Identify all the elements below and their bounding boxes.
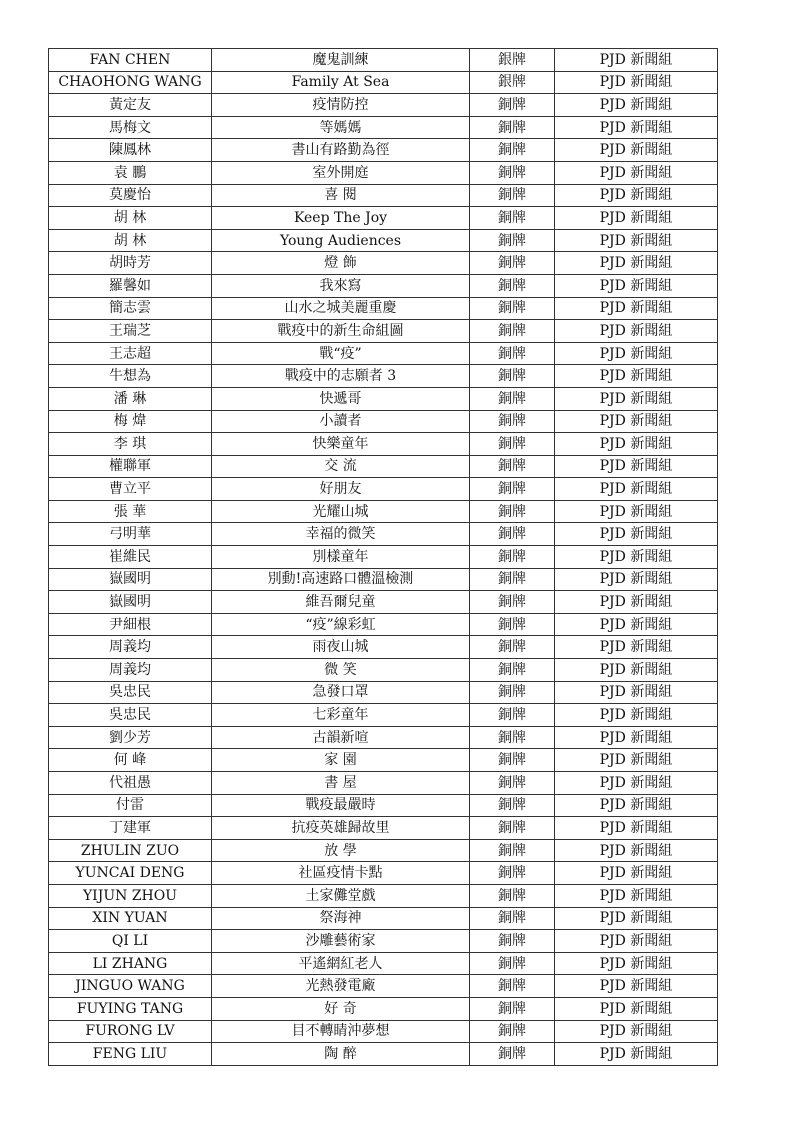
award-level-cell: 銅牌 xyxy=(470,568,555,591)
category-group-cell: PJD 新聞組 xyxy=(555,952,718,975)
photographer-name-cell: FAN CHEN xyxy=(49,49,212,72)
category-group-cell: PJD 新聞組 xyxy=(555,410,718,433)
table-row xyxy=(49,274,718,297)
table-row xyxy=(49,726,718,749)
work-title-cell: 室外開庭 xyxy=(212,161,470,184)
award-level-cell: 銅牌 xyxy=(470,930,555,953)
award-level-cell: 銅牌 xyxy=(470,387,555,410)
award-level-cell: 銅牌 xyxy=(470,997,555,1020)
work-title-cell: 沙雕藝術家 xyxy=(212,930,470,953)
work-title-cell: 魔鬼訓練 xyxy=(212,49,470,72)
table-row xyxy=(49,975,718,998)
work-title-cell: 家 園 xyxy=(212,749,470,772)
award-level-cell: 銅牌 xyxy=(470,952,555,975)
photographer-name-cell: 胡 林 xyxy=(49,229,212,252)
category-group-cell: PJD 新聞組 xyxy=(555,161,718,184)
table-row xyxy=(49,252,718,275)
award-level-cell: 銅牌 xyxy=(470,433,555,456)
award-level-cell: 銅牌 xyxy=(470,704,555,727)
work-title-cell: 別動!高速路口體溫檢測 xyxy=(212,568,470,591)
category-group-cell: PJD 新聞組 xyxy=(555,71,718,94)
category-group-cell: PJD 新聞組 xyxy=(555,523,718,546)
category-group-cell: PJD 新聞組 xyxy=(555,546,718,569)
work-title-cell: 快遞哥 xyxy=(212,387,470,410)
photographer-name-cell: 梅 煒 xyxy=(49,410,212,433)
work-title-cell: 七彩童年 xyxy=(212,704,470,727)
work-title-cell: 土家儺堂戲 xyxy=(212,884,470,907)
table-row xyxy=(49,749,718,772)
category-group-cell: PJD 新聞組 xyxy=(555,975,718,998)
photographer-name-cell: 牛想為 xyxy=(49,365,212,388)
award-level-cell: 銅牌 xyxy=(470,116,555,139)
photographer-name-cell: 馬梅文 xyxy=(49,116,212,139)
table-row xyxy=(49,71,718,94)
photographer-name-cell: FENG LIU xyxy=(49,1043,212,1066)
category-group-cell: PJD 新聞組 xyxy=(555,252,718,275)
work-title-cell: 社區疫情卡點 xyxy=(212,862,470,885)
category-group-cell: PJD 新聞組 xyxy=(555,568,718,591)
work-title-cell: Young Audiences xyxy=(212,229,470,252)
photographer-name-cell: 權聯軍 xyxy=(49,455,212,478)
photographer-name-cell: 代祖愚 xyxy=(49,772,212,795)
table-row xyxy=(49,1043,718,1066)
table-row xyxy=(49,772,718,795)
work-title-cell: 抗疫英雄歸故里 xyxy=(212,817,470,840)
award-level-cell: 銅牌 xyxy=(470,297,555,320)
award-level-cell: 銅牌 xyxy=(470,1043,555,1066)
table-row xyxy=(49,297,718,320)
photographer-name-cell: ZHULIN ZUO xyxy=(49,839,212,862)
award-level-cell: 銅牌 xyxy=(470,320,555,343)
award-level-cell: 銅牌 xyxy=(470,252,555,275)
award-level-cell: 銅牌 xyxy=(470,410,555,433)
photographer-name-cell: 付雷 xyxy=(49,794,212,817)
award-level-cell: 銅牌 xyxy=(470,523,555,546)
photographer-name-cell: YIJUN ZHOU xyxy=(49,884,212,907)
table-row xyxy=(49,410,718,433)
photographer-name-cell: 何 峰 xyxy=(49,749,212,772)
category-group-cell: PJD 新聞組 xyxy=(555,636,718,659)
award-level-cell: 銅牌 xyxy=(470,546,555,569)
award-level-cell: 銅牌 xyxy=(470,455,555,478)
category-group-cell: PJD 新聞組 xyxy=(555,478,718,501)
photographer-name-cell: 劉少芳 xyxy=(49,726,212,749)
category-group-cell: PJD 新聞組 xyxy=(555,726,718,749)
category-group-cell: PJD 新聞組 xyxy=(555,49,718,72)
award-level-cell: 銅牌 xyxy=(470,342,555,365)
table-row xyxy=(49,681,718,704)
award-level-cell: 銅牌 xyxy=(470,139,555,162)
table-row xyxy=(49,139,718,162)
work-title-cell: 微 笑 xyxy=(212,659,470,682)
table-row xyxy=(49,862,718,885)
work-title-cell: 古韻新喧 xyxy=(212,726,470,749)
photographer-name-cell: 吳忠民 xyxy=(49,704,212,727)
table-row xyxy=(49,794,718,817)
table-row xyxy=(49,704,718,727)
photographer-name-cell: 胡時芳 xyxy=(49,252,212,275)
award-table-body xyxy=(49,49,718,1066)
photographer-name-cell: YUNCAI DENG xyxy=(49,862,212,885)
award-level-cell: 銅牌 xyxy=(470,94,555,117)
award-level-cell: 銅牌 xyxy=(470,478,555,501)
work-title-cell: 小讀者 xyxy=(212,410,470,433)
award-level-cell: 銅牌 xyxy=(470,772,555,795)
photographer-name-cell: 周義均 xyxy=(49,636,212,659)
work-title-cell: 喜 閱 xyxy=(212,184,470,207)
work-title-cell: 戰“疫” xyxy=(212,342,470,365)
category-group-cell: PJD 新聞組 xyxy=(555,455,718,478)
award-level-cell: 銀牌 xyxy=(470,49,555,72)
category-group-cell: PJD 新聞組 xyxy=(555,817,718,840)
photographer-name-cell: 黃定友 xyxy=(49,94,212,117)
award-level-cell: 銅牌 xyxy=(470,681,555,704)
photographer-name-cell: 袁 鵬 xyxy=(49,161,212,184)
category-group-cell: PJD 新聞組 xyxy=(555,997,718,1020)
category-group-cell: PJD 新聞組 xyxy=(555,1043,718,1066)
work-title-cell: 光熱發電廠 xyxy=(212,975,470,998)
work-title-cell: 好 奇 xyxy=(212,997,470,1020)
work-title-cell: 戰疫最嚴時 xyxy=(212,794,470,817)
category-group-cell: PJD 新聞組 xyxy=(555,433,718,456)
photographer-name-cell: 嶽國明 xyxy=(49,591,212,614)
work-title-cell: 平遙網紅老人 xyxy=(212,952,470,975)
table-row xyxy=(49,659,718,682)
award-level-cell: 銅牌 xyxy=(470,726,555,749)
work-title-cell: 燈 飾 xyxy=(212,252,470,275)
work-title-cell: 好朋友 xyxy=(212,478,470,501)
category-group-cell: PJD 新聞組 xyxy=(555,297,718,320)
category-group-cell: PJD 新聞組 xyxy=(555,500,718,523)
table-row xyxy=(49,478,718,501)
photographer-name-cell: FURONG LV xyxy=(49,1020,212,1043)
award-level-cell: 銅牌 xyxy=(470,365,555,388)
photographer-name-cell: 丁建軍 xyxy=(49,817,212,840)
work-title-cell: 疫情防控 xyxy=(212,94,470,117)
photographer-name-cell: 胡 林 xyxy=(49,207,212,230)
table-row xyxy=(49,455,718,478)
photographer-name-cell: XIN YUAN xyxy=(49,907,212,930)
table-row xyxy=(49,94,718,117)
table-row xyxy=(49,387,718,410)
category-group-cell: PJD 新聞組 xyxy=(555,184,718,207)
photographer-name-cell: 崔維民 xyxy=(49,546,212,569)
work-title-cell: 等媽媽 xyxy=(212,116,470,139)
category-group-cell: PJD 新聞組 xyxy=(555,704,718,727)
category-group-cell: PJD 新聞組 xyxy=(555,274,718,297)
work-title-cell: “疫”線彩虹 xyxy=(212,613,470,636)
work-title-cell: 我來寫 xyxy=(212,274,470,297)
table-row xyxy=(49,116,718,139)
award-level-cell: 銅牌 xyxy=(470,975,555,998)
photographer-name-cell: 吳忠民 xyxy=(49,681,212,704)
table-row xyxy=(49,342,718,365)
category-group-cell: PJD 新聞組 xyxy=(555,1020,718,1043)
award-table xyxy=(48,48,718,1066)
category-group-cell: PJD 新聞組 xyxy=(555,794,718,817)
table-row xyxy=(49,930,718,953)
award-level-cell: 銅牌 xyxy=(470,862,555,885)
category-group-cell: PJD 新聞組 xyxy=(555,772,718,795)
work-title-cell: 戰疫中的志願者 3 xyxy=(212,365,470,388)
category-group-cell: PJD 新聞組 xyxy=(555,839,718,862)
photographer-name-cell: 王瑞芝 xyxy=(49,320,212,343)
table-row xyxy=(49,839,718,862)
table-row xyxy=(49,568,718,591)
photographer-name-cell: LI ZHANG xyxy=(49,952,212,975)
table-row xyxy=(49,207,718,230)
photographer-name-cell: 曹立平 xyxy=(49,478,212,501)
award-level-cell: 銅牌 xyxy=(470,884,555,907)
photographer-name-cell: 莫慶怡 xyxy=(49,184,212,207)
table-row xyxy=(49,229,718,252)
photographer-name-cell: 羅馨如 xyxy=(49,274,212,297)
table-row xyxy=(49,613,718,636)
table-row xyxy=(49,523,718,546)
work-title-cell: 放 學 xyxy=(212,839,470,862)
table-row xyxy=(49,320,718,343)
table-row xyxy=(49,636,718,659)
table-row xyxy=(49,500,718,523)
work-title-cell: 幸福的微笑 xyxy=(212,523,470,546)
category-group-cell: PJD 新聞組 xyxy=(555,907,718,930)
award-level-cell: 銅牌 xyxy=(470,636,555,659)
category-group-cell: PJD 新聞組 xyxy=(555,884,718,907)
work-title-cell: 雨夜山城 xyxy=(212,636,470,659)
category-group-cell: PJD 新聞組 xyxy=(555,930,718,953)
table-row xyxy=(49,1020,718,1043)
table-row xyxy=(49,997,718,1020)
category-group-cell: PJD 新聞組 xyxy=(555,116,718,139)
category-group-cell: PJD 新聞組 xyxy=(555,139,718,162)
work-title-cell: 交 流 xyxy=(212,455,470,478)
award-level-cell: 銅牌 xyxy=(470,613,555,636)
photographer-name-cell: 李 琪 xyxy=(49,433,212,456)
work-title-cell: Keep The Joy xyxy=(212,207,470,230)
award-level-cell: 銅牌 xyxy=(470,229,555,252)
category-group-cell: PJD 新聞組 xyxy=(555,659,718,682)
category-group-cell: PJD 新聞組 xyxy=(555,613,718,636)
work-title-cell: 維吾爾兒童 xyxy=(212,591,470,614)
category-group-cell: PJD 新聞組 xyxy=(555,320,718,343)
category-group-cell: PJD 新聞組 xyxy=(555,207,718,230)
award-level-cell: 銅牌 xyxy=(470,500,555,523)
photographer-name-cell: 尹細根 xyxy=(49,613,212,636)
award-level-cell: 銅牌 xyxy=(470,817,555,840)
category-group-cell: PJD 新聞組 xyxy=(555,229,718,252)
table-row xyxy=(49,546,718,569)
award-level-cell: 銅牌 xyxy=(470,274,555,297)
photographer-name-cell: JINGUO WANG xyxy=(49,975,212,998)
photographer-name-cell: FUYING TANG xyxy=(49,997,212,1020)
category-group-cell: PJD 新聞組 xyxy=(555,749,718,772)
work-title-cell: 戰疫中的新生命組圖 xyxy=(212,320,470,343)
photographer-name-cell: 周義均 xyxy=(49,659,212,682)
work-title-cell: 書山有路勤為徑 xyxy=(212,139,470,162)
table-row xyxy=(49,184,718,207)
category-group-cell: PJD 新聞組 xyxy=(555,681,718,704)
award-level-cell: 銅牌 xyxy=(470,207,555,230)
table-row xyxy=(49,952,718,975)
award-level-cell: 銅牌 xyxy=(470,184,555,207)
work-title-cell: 陶 醉 xyxy=(212,1043,470,1066)
photographer-name-cell: 弓明華 xyxy=(49,523,212,546)
table-row xyxy=(49,907,718,930)
award-level-cell: 銅牌 xyxy=(470,161,555,184)
work-title-cell: 祭海神 xyxy=(212,907,470,930)
award-level-cell: 銅牌 xyxy=(470,749,555,772)
category-group-cell: PJD 新聞組 xyxy=(555,342,718,365)
work-title-cell: 目不轉睛沖夢想 xyxy=(212,1020,470,1043)
photographer-name-cell: CHAOHONG WANG xyxy=(49,71,212,94)
work-title-cell: 書 屋 xyxy=(212,772,470,795)
photographer-name-cell: 張 華 xyxy=(49,500,212,523)
work-title-cell: Family At Sea xyxy=(212,71,470,94)
category-group-cell: PJD 新聞組 xyxy=(555,862,718,885)
award-level-cell: 銅牌 xyxy=(470,591,555,614)
work-title-cell: 光耀山城 xyxy=(212,500,470,523)
table-row xyxy=(49,433,718,456)
category-group-cell: PJD 新聞組 xyxy=(555,387,718,410)
table-row xyxy=(49,884,718,907)
photographer-name-cell: QI LI xyxy=(49,930,212,953)
table-row xyxy=(49,365,718,388)
photographer-name-cell: 王志超 xyxy=(49,342,212,365)
table-row xyxy=(49,49,718,72)
award-level-cell: 銅牌 xyxy=(470,794,555,817)
photographer-name-cell: 陳鳳林 xyxy=(49,139,212,162)
award-level-cell: 銅牌 xyxy=(470,907,555,930)
table-row xyxy=(49,161,718,184)
table-row xyxy=(49,817,718,840)
category-group-cell: PJD 新聞組 xyxy=(555,94,718,117)
award-level-cell: 銅牌 xyxy=(470,839,555,862)
category-group-cell: PJD 新聞組 xyxy=(555,365,718,388)
work-title-cell: 山水之城美麗重慶 xyxy=(212,297,470,320)
photographer-name-cell: 簡志雲 xyxy=(49,297,212,320)
work-title-cell: 別樣童年 xyxy=(212,546,470,569)
photographer-name-cell: 嶽國明 xyxy=(49,568,212,591)
work-title-cell: 快樂童年 xyxy=(212,433,470,456)
award-level-cell: 銅牌 xyxy=(470,1020,555,1043)
work-title-cell: 急發口罩 xyxy=(212,681,470,704)
category-group-cell: PJD 新聞組 xyxy=(555,591,718,614)
table-row xyxy=(49,591,718,614)
photographer-name-cell: 潘 琳 xyxy=(49,387,212,410)
award-level-cell: 銀牌 xyxy=(470,71,555,94)
award-level-cell: 銅牌 xyxy=(470,659,555,682)
